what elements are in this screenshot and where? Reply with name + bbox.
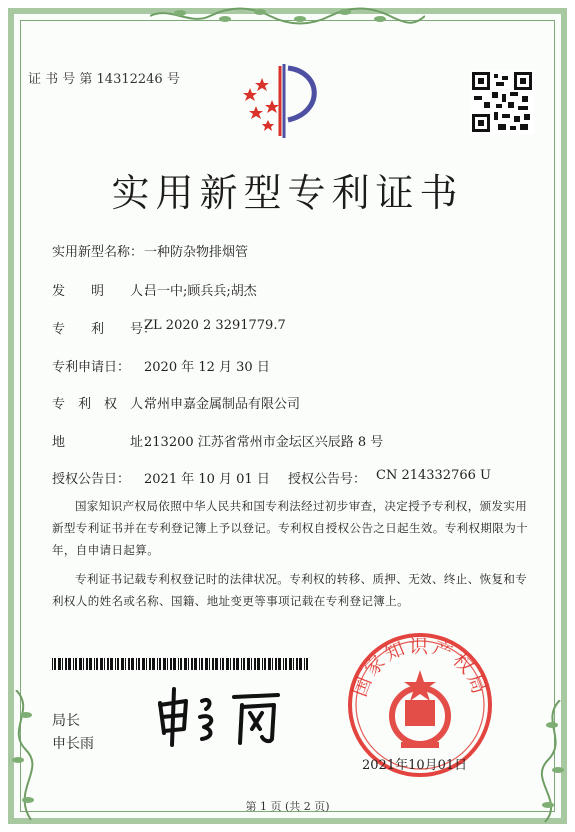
director-title: 局长 (52, 713, 80, 729)
certificate-number: 证 书 号 第 14312246 号 (28, 72, 180, 87)
inventors-value: 吕一中;顾兵兵;胡杰 (144, 284, 257, 299)
address-value: 213200 江苏省常州市金坛区兴辰路 8 号 (144, 435, 384, 450)
patent-number-label: 专 利 号： (52, 322, 157, 337)
legal-paragraph-1: 国家知识产权局依照中华人民共和国专利法经过初步审查，决定授予专利权，颁发实用新型专利证书并在专利登记簿上予以登记。专利权自授权公告之日起生效。专利权期限为十年，自申请日起算。 (52, 499, 528, 557)
svg-text:国家知识产权局 (349, 635, 491, 699)
grant-date-value: 2021 年 10 月 01 日 (144, 472, 270, 487)
utility-model-name-value: 一种防杂物排烟管 (144, 245, 249, 260)
seal-date: 2021年10月01日 (362, 758, 468, 773)
qr-code (470, 70, 534, 134)
patentee-label: 专 利 权 人： (52, 397, 157, 412)
application-date-label: 专利申请日： (52, 360, 131, 375)
handwritten-signature (150, 683, 300, 748)
patentee-value: 常州申嘉金属制品有限公司 (144, 397, 301, 412)
utility-model-name-label: 实用新型名称： (52, 245, 144, 260)
patent-office-logo (232, 58, 324, 142)
certificate-title: 实用新型专利证书 (111, 171, 464, 215)
director-name: 申长雨 (52, 736, 94, 752)
inventors-label: 发 明 人： (52, 284, 157, 299)
grant-number-value: CN 214332766 U (376, 468, 491, 483)
grant-number-label: 授权公告号： (288, 472, 367, 487)
grant-date-label: 授权公告日： (52, 472, 131, 487)
page-number: 第 1 页 (共 2 页) (245, 800, 330, 813)
patent-number-value: ZL 2020 2 3291779.7 (144, 318, 286, 333)
top-vine-ornament (150, 4, 425, 26)
application-date-value: 2020 年 12 月 30 日 (144, 360, 270, 375)
address-label: 地 址： (52, 435, 157, 450)
barcode (52, 658, 312, 670)
legal-paragraph-2: 专利证书记载专利权登记时的法律状况。专利权的转移、质押、无效、终止、恢复和专利权人的姓名或名称、国籍、地址变更等事项记载在专利登记簿上。 (52, 572, 528, 608)
seal-text-path: 国家知识产权局 (348, 635, 492, 700)
